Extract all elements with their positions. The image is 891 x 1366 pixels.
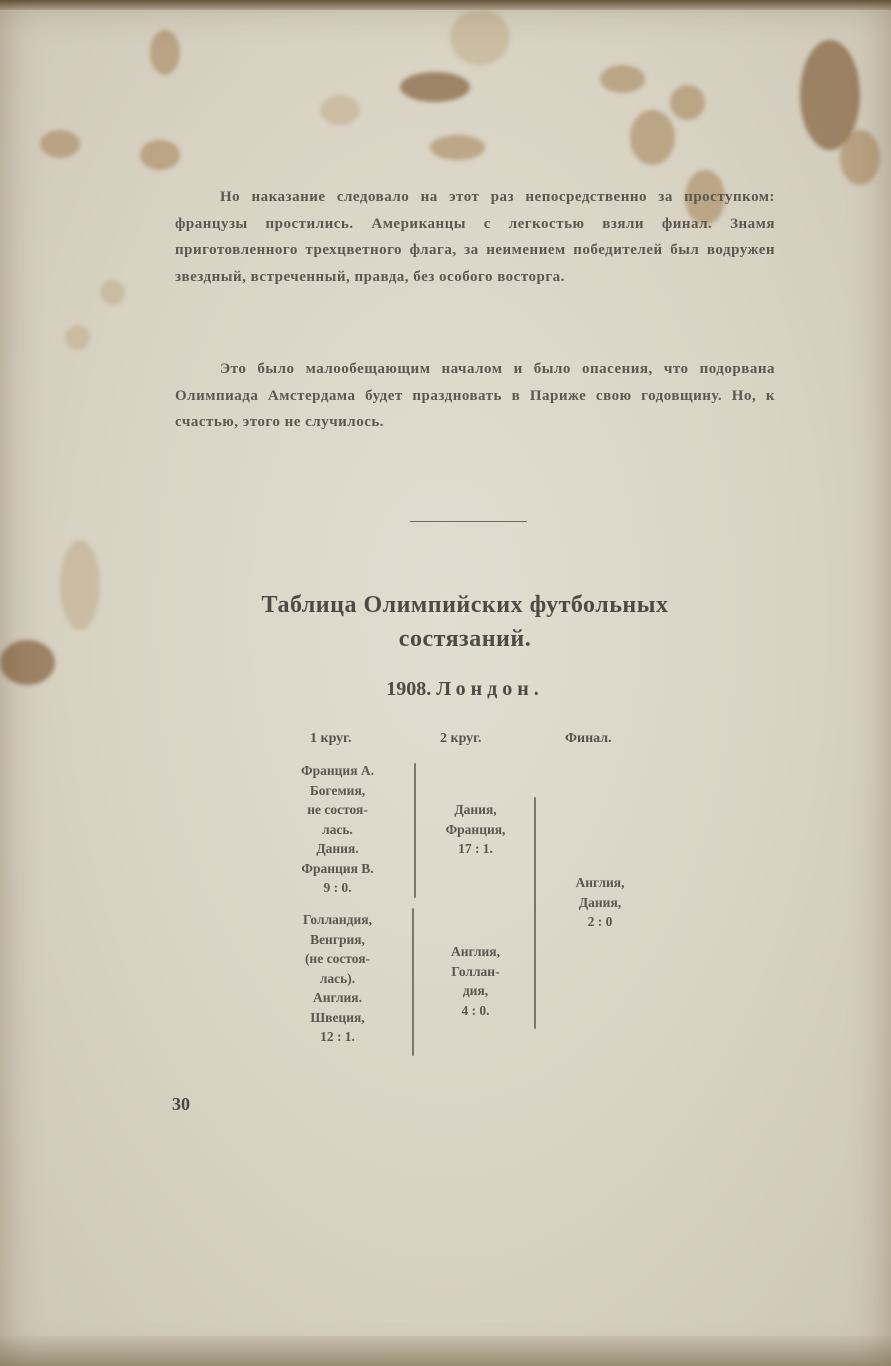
cell-line: дия, <box>462 983 489 998</box>
stain <box>150 30 180 75</box>
cell-line: Венгрия, <box>310 931 365 947</box>
cell-line: Богемия, <box>309 782 366 798</box>
final-match <box>545 873 655 932</box>
cell-line: 17 : 1. <box>458 841 493 856</box>
column-header-round1: 1 круг. <box>310 731 352 746</box>
round1-match-b <box>270 910 405 1047</box>
column-header-final: Финал. <box>565 731 612 746</box>
stain <box>630 110 675 165</box>
table-title <box>150 588 780 656</box>
paragraph-1: Но наказание следовало на этот раз непосредственно за проступком: французы простились. Американцы с легкостью взяли финал. Знамя приготовленного трехцветного флага, за неимением победителей был водружен звездный, встреченный, правда, без особого восторга. <box>175 189 775 285</box>
cell-line: Дания, <box>578 894 622 910</box>
page-top-edge <box>0 0 891 10</box>
stain <box>0 640 55 685</box>
cell-line: Франция В. <box>301 860 374 876</box>
stain <box>60 540 100 630</box>
city: Лондон. <box>436 678 544 700</box>
stain <box>600 65 645 93</box>
cell-line: 2 : 0 <box>587 914 613 929</box>
stain <box>140 140 180 170</box>
bracket-line <box>534 797 536 1029</box>
cell-line: Голлан- <box>451 963 500 979</box>
cell-line: Франция, <box>445 821 506 837</box>
year: 1908. <box>386 678 432 700</box>
stain <box>450 10 510 65</box>
stain <box>670 85 705 120</box>
stain <box>40 130 80 158</box>
column-header-round2: 2 круг. <box>440 731 482 746</box>
round2-match-b <box>418 942 533 1020</box>
cell-line: Англия, <box>575 875 625 890</box>
round2-match-a <box>418 800 533 859</box>
cell-line: Голландия, <box>303 912 372 927</box>
bracket-line <box>414 763 416 898</box>
stain <box>320 95 360 125</box>
stain <box>400 72 470 102</box>
year-heading <box>300 678 630 701</box>
cell-line: 9 : 0. <box>323 880 352 895</box>
cell-line: не состоя- <box>307 802 368 817</box>
cell-line: 4 : 0. <box>461 1002 490 1018</box>
cell-line: 12 : 1. <box>320 1029 355 1044</box>
cell-line: Англия. <box>312 990 362 1005</box>
cell-line: Англия, <box>450 944 500 959</box>
stain <box>430 135 485 160</box>
section-divider <box>410 521 527 522</box>
table-title-line2: состязаний. <box>398 626 532 652</box>
cell-line: (не состоя- <box>304 951 371 966</box>
stain <box>65 325 90 350</box>
cell-line: Франция А. <box>301 763 374 778</box>
stain <box>840 130 880 185</box>
cell-line: лась). <box>319 970 356 986</box>
stain <box>100 280 125 305</box>
cell-line: лась. <box>322 821 353 837</box>
cell-line: Дания. <box>316 841 359 856</box>
cell-line: Швеция, <box>310 1009 365 1025</box>
page-number: 30 <box>172 1094 190 1114</box>
round1-match-a <box>270 761 405 898</box>
page-bottom-edge <box>0 1336 891 1366</box>
bracket-line <box>412 908 414 1056</box>
paragraph-2: Это было малообещающим началом и было опасения, что подорвана Олимпиада Амстердама будет праздновать в Париже свою годовщину. Но, к счастью, этого не случилось. <box>175 361 775 430</box>
table-title-line1: Таблица Олимпийских футбольных <box>261 592 669 618</box>
cell-line: Дания, <box>454 802 497 817</box>
